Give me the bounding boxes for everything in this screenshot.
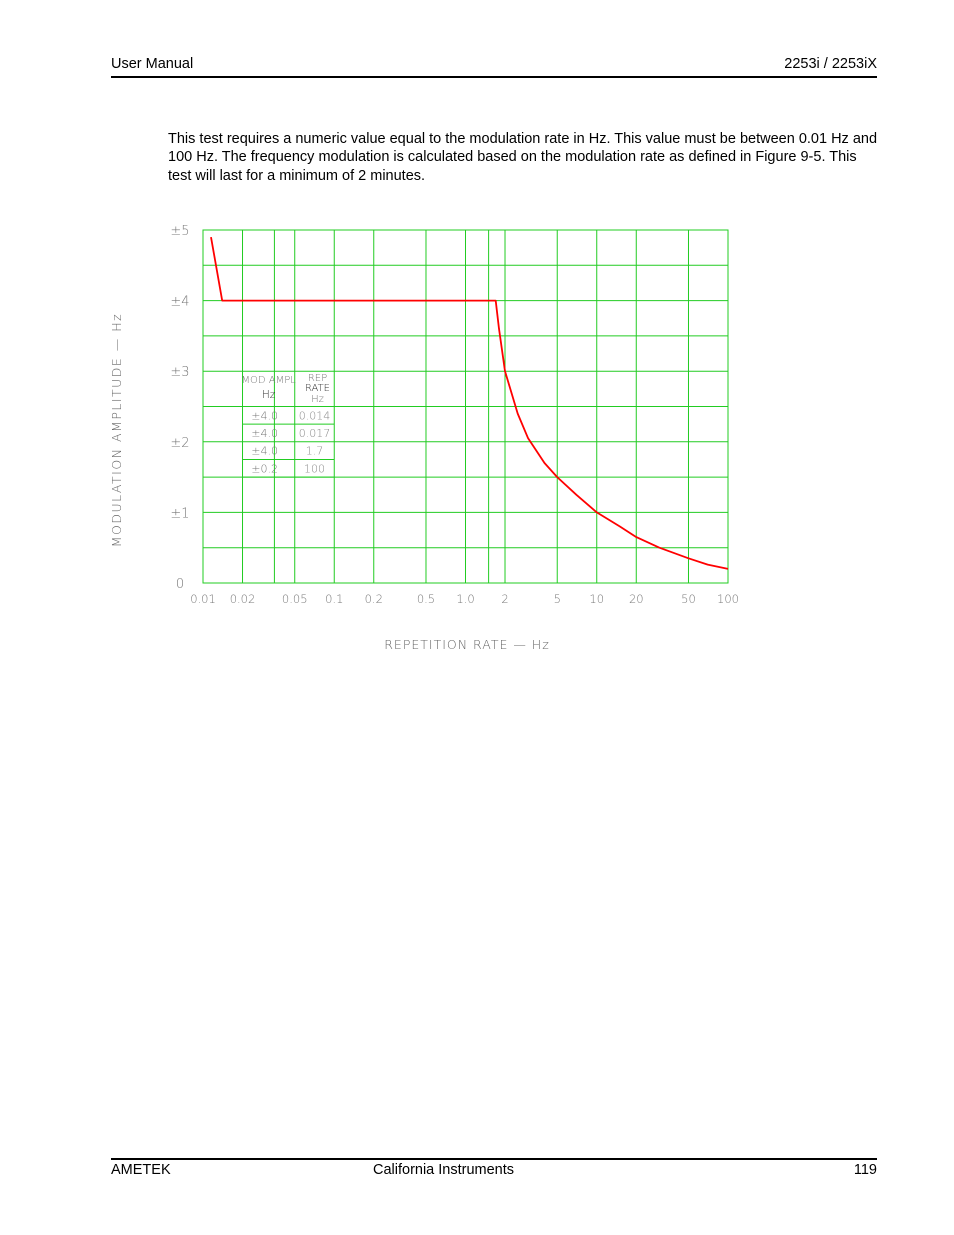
grid <box>203 230 728 583</box>
x-tick-label: 2 <box>501 592 509 606</box>
footer-page-number: 119 <box>853 1162 877 1178</box>
table-header: REP <box>307 373 328 384</box>
x-tick-label: 50 <box>681 592 696 606</box>
series-line <box>211 237 728 569</box>
page-footer <box>111 1158 877 1184</box>
table-cell: ±4.0 <box>251 444 278 458</box>
table-cell: 1.7 <box>305 444 324 458</box>
x-tick-label: 0.02 <box>229 592 256 606</box>
x-tick-label: 100 <box>717 592 739 606</box>
footer-center: California Instruments <box>373 1162 515 1178</box>
y-tick-labels <box>170 224 189 592</box>
x-tick-labels <box>190 592 739 606</box>
y-tick-label: 0 <box>175 577 185 592</box>
y-axis-label: MODULATION AMPLITUDE — Hz <box>109 312 124 548</box>
table-header: MOD AMPL <box>241 375 296 386</box>
x-tick-label: 0.5 <box>416 592 436 606</box>
x-tick-label: 0.01 <box>190 592 216 606</box>
y-tick-label: ±1 <box>170 506 190 522</box>
y-tick-label: ±2 <box>170 435 190 451</box>
table-header: Hz <box>261 389 276 401</box>
table-cell: 0.017 <box>298 426 331 440</box>
x-tick-label: 0.1 <box>325 592 344 606</box>
x-tick-label: 0.2 <box>364 592 383 606</box>
table-header: RATE <box>304 383 331 394</box>
y-tick-label: ±5 <box>170 224 190 239</box>
x-tick-label: 1.0 <box>456 592 475 606</box>
series <box>211 237 728 569</box>
x-tick-label: 0.05 <box>281 592 308 606</box>
y-tick-label: ±3 <box>170 365 190 381</box>
table-cell: 100 <box>303 462 325 476</box>
y-tick-label: ±4 <box>170 294 190 310</box>
paragraph: This test requires a numeric value equal to the modulation rate in Hz. This value must be between 0.01 Hz and 100 Hz. The frequency modulation is calculated based on the modulation rate as defined in Figure 9-5. This test will last for a minimum of 2 minutes. <box>168 131 878 184</box>
x-tick-label: 5 <box>553 592 561 606</box>
table-cell: ±0.2 <box>251 462 278 476</box>
footer-left: AMETEK <box>111 1162 171 1178</box>
table-cell: ±4.0 <box>251 426 278 440</box>
table-cell: ±4.0 <box>251 409 278 423</box>
x-axis-label: REPETITION RATE — Hz <box>384 637 550 652</box>
data-table <box>241 373 334 477</box>
x-tick-label: 20 <box>628 592 644 606</box>
header-left: User Manual <box>111 56 194 72</box>
x-tick-label: 10 <box>589 592 605 606</box>
table-cell: 0.014 <box>298 409 331 423</box>
header-right: 2253i / 2253iX <box>784 56 877 72</box>
table-header: Hz <box>311 394 324 405</box>
